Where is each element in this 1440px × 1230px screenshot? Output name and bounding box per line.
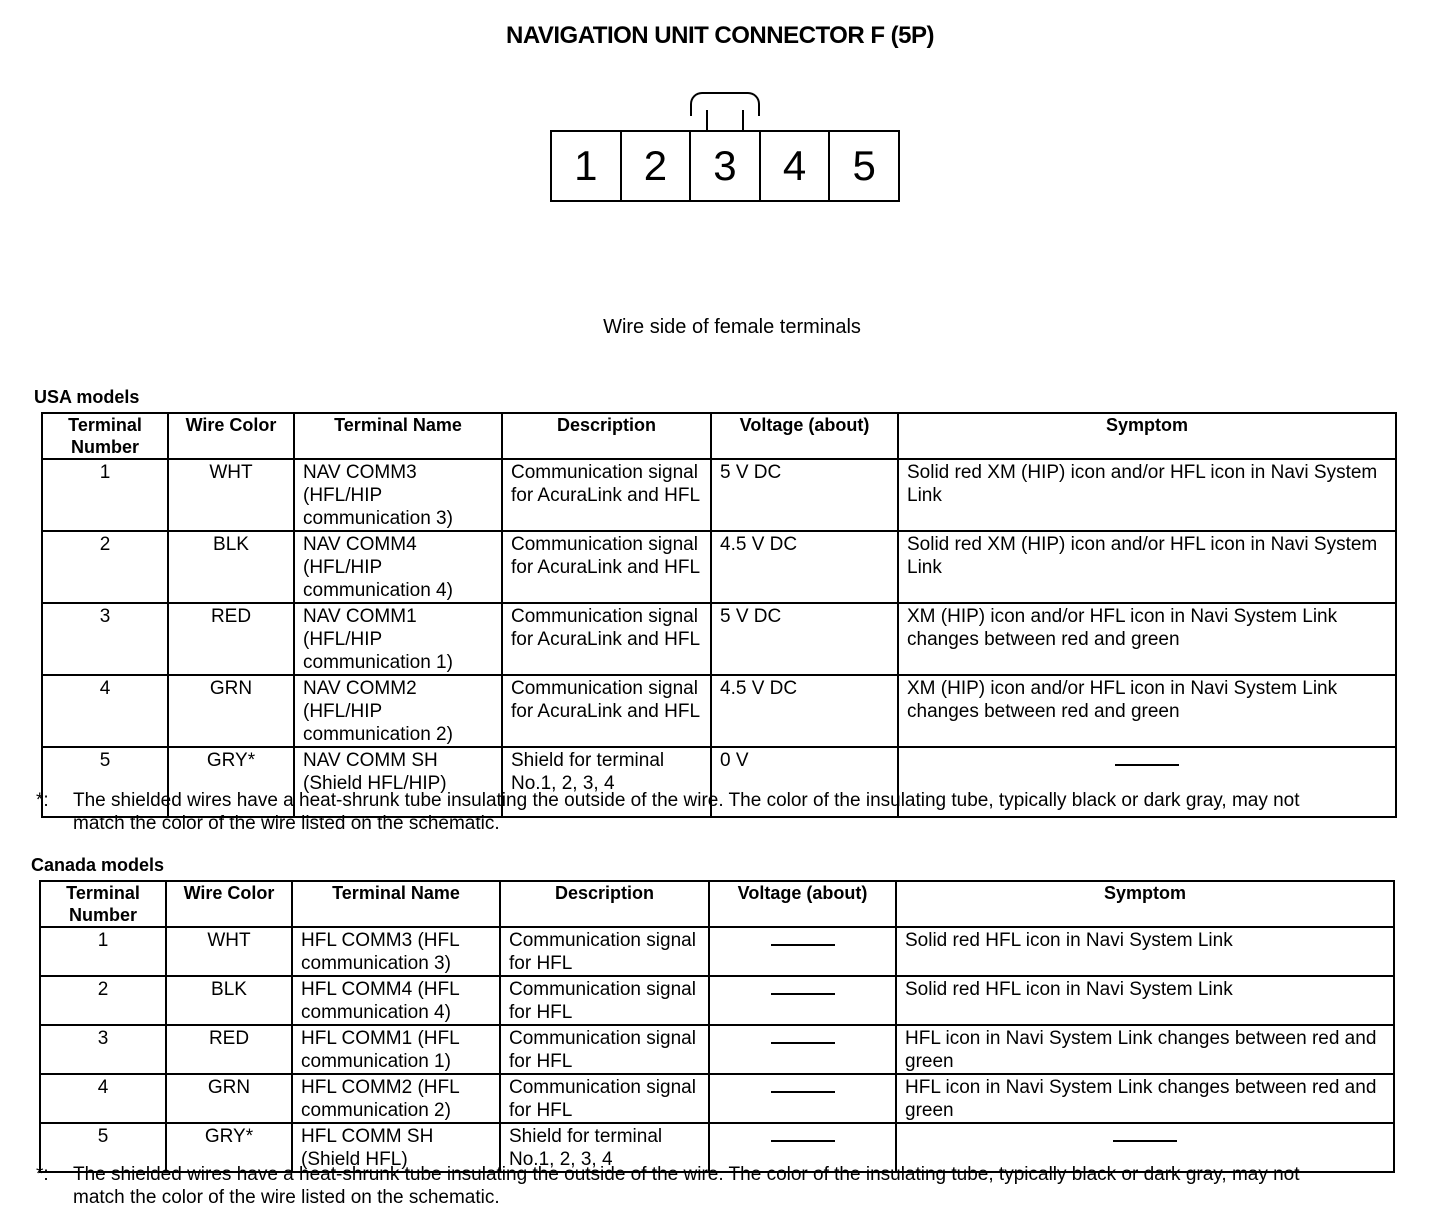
terminal-name-cell: NAV COMM4 (HFL/HIP communication 4) — [294, 531, 502, 603]
terminal-name-cell: HFL COMM SH (Shield HFL) — [292, 1123, 500, 1172]
table-header-row — [42, 413, 1396, 459]
connector-pin: 1 — [552, 132, 622, 200]
terminal-name-cell: HFL COMM3 (HFL communication 3) — [292, 927, 500, 976]
header-description: Description — [502, 413, 711, 459]
description-cell: Communication signal for HFL — [500, 976, 709, 1025]
table-row — [42, 675, 1396, 747]
voltage-cell — [709, 1025, 896, 1074]
terminal-number-cell: 1 — [42, 459, 168, 531]
footnote-text: The shielded wires have a heat-shrunk tube insulating the outside of the wire. The color of the insulating tube, typically black or dark gray, may not match the color of the wire listed on the schematic. — [73, 790, 1300, 834]
description-cell: Communication signal for AcuraLink and HFL — [502, 459, 711, 531]
empty-dash — [1115, 764, 1179, 766]
table-row — [42, 459, 1396, 531]
header-voltage: Voltage (about) — [711, 413, 898, 459]
description-cell: Communication signal for AcuraLink and HFL — [502, 675, 711, 747]
description-cell: Communication signal for AcuraLink and HFL — [502, 531, 711, 603]
usa-section-label: USA models — [34, 387, 140, 407]
footnote-marker: *: — [36, 1164, 49, 1185]
terminal-name-cell: NAV COMM SH (Shield HFL/HIP) — [294, 747, 502, 817]
voltage-cell: 5 V DC — [711, 603, 898, 675]
terminal-name-cell: HFL COMM4 (HFL communication 4) — [292, 976, 500, 1025]
voltage-cell — [709, 927, 896, 976]
voltage-cell: 5 V DC — [711, 459, 898, 531]
symptom-cell: Solid red XM (HIP) icon and/or HFL icon in Navi System Link — [898, 459, 1396, 531]
terminal-number-cell: 3 — [42, 603, 168, 675]
empty-dash — [771, 944, 835, 946]
description-cell: Communication signal for HFL — [500, 1025, 709, 1074]
canada-terminal-table — [39, 880, 1395, 1173]
symptom-cell: Solid red XM (HIP) icon and/or HFL icon in Navi System Link — [898, 531, 1396, 603]
terminal-number-cell: 4 — [42, 675, 168, 747]
connector-caption: Wire side of female terminals — [603, 316, 861, 338]
description-cell: Shield for terminal No.1, 2, 3, 4 — [500, 1123, 709, 1172]
connector-latch-stem — [706, 110, 744, 132]
connector-pin: 4 — [761, 132, 831, 200]
table-row — [40, 976, 1394, 1025]
wire-color-cell: RED — [166, 1025, 292, 1074]
connector-pin: 2 — [622, 132, 692, 200]
voltage-cell — [709, 976, 896, 1025]
header-terminal-number: Terminal Number — [40, 881, 166, 927]
terminal-number-cell: 5 — [42, 747, 168, 817]
terminal-number-cell: 5 — [40, 1123, 166, 1172]
symptom-cell: Solid red HFL icon in Navi System Link — [896, 976, 1394, 1025]
header-terminal-number: Terminal Number — [42, 413, 168, 459]
header-description: Description — [500, 881, 709, 927]
table-header-row — [40, 881, 1394, 927]
symptom-cell: XM (HIP) icon and/or HFL icon in Navi System Link changes between red and green — [898, 603, 1396, 675]
wire-color-cell: GRY* — [166, 1123, 292, 1172]
symptom-cell: XM (HIP) icon and/or HFL icon in Navi System Link changes between red and green — [898, 675, 1396, 747]
description-cell: Communication signal for HFL — [500, 1074, 709, 1123]
header-terminal-name: Terminal Name — [294, 413, 502, 459]
header-terminal-name: Terminal Name — [292, 881, 500, 927]
header-wire-color: Wire Color — [166, 881, 292, 927]
footnote-marker: *: — [36, 790, 49, 811]
empty-dash — [1113, 1140, 1177, 1142]
footnote-text: The shielded wires have a heat-shrunk tube insulating the outside of the wire. The color of the insulating tube, typically black or dark gray, may not match the color of the wire listed on the schematic. — [73, 1164, 1300, 1208]
wire-color-cell: BLK — [166, 976, 292, 1025]
wire-color-cell: WHT — [166, 927, 292, 976]
header-wire-color: Wire Color — [168, 413, 294, 459]
voltage-cell: 0 V — [711, 747, 898, 817]
terminal-name-cell: HFL COMM1 (HFL communication 1) — [292, 1025, 500, 1074]
table-row — [40, 1074, 1394, 1123]
connector-pin: 3 — [691, 132, 761, 200]
terminal-number-cell: 2 — [40, 976, 166, 1025]
usa-footnote — [36, 789, 1356, 835]
wire-color-cell: RED — [168, 603, 294, 675]
empty-dash — [771, 993, 835, 995]
table-row — [42, 603, 1396, 675]
usa-terminal-table — [41, 412, 1397, 818]
description-cell: Communication signal for HFL — [500, 927, 709, 976]
wire-color-cell: GRY* — [168, 747, 294, 817]
canada-section-label: Canada models — [31, 855, 165, 875]
terminal-name-cell: NAV COMM2 (HFL/HIP communication 2) — [294, 675, 502, 747]
wire-color-cell: GRN — [166, 1074, 292, 1123]
terminal-number-cell: 2 — [42, 531, 168, 603]
empty-dash — [771, 1042, 835, 1044]
header-symptom: Symptom — [896, 881, 1394, 927]
header-voltage: Voltage (about) — [709, 881, 896, 927]
description-cell: Shield for terminal No.1, 2, 3, 4 — [502, 747, 711, 817]
page-title: NAVIGATION UNIT CONNECTOR F (5P) — [506, 22, 934, 49]
terminal-number-cell: 1 — [40, 927, 166, 976]
header-symptom: Symptom — [898, 413, 1396, 459]
table-row — [40, 927, 1394, 976]
empty-dash — [771, 1140, 835, 1142]
terminal-number-cell: 3 — [40, 1025, 166, 1074]
connector-diagram — [550, 92, 900, 204]
symptom-cell: Solid red HFL icon in Navi System Link — [896, 927, 1394, 976]
voltage-cell: 4.5 V DC — [711, 675, 898, 747]
wire-color-cell: GRN — [168, 675, 294, 747]
terminal-name-cell: NAV COMM3 (HFL/HIP communication 3) — [294, 459, 502, 531]
connector-pin: 5 — [852, 142, 876, 189]
terminal-number-cell: 4 — [40, 1074, 166, 1123]
symptom-cell: HFL icon in Navi System Link changes between red and green — [896, 1025, 1394, 1074]
terminal-name-cell: NAV COMM1 (HFL/HIP communication 1) — [294, 603, 502, 675]
table-row — [40, 1025, 1394, 1074]
empty-dash — [771, 1091, 835, 1093]
connector-body — [550, 130, 900, 202]
wire-color-cell: WHT — [168, 459, 294, 531]
description-cell: Communication signal for AcuraLink and HFL — [502, 603, 711, 675]
voltage-cell: 4.5 V DC — [711, 531, 898, 603]
table-row — [42, 531, 1396, 603]
symptom-cell: HFL icon in Navi System Link changes between red and green — [896, 1074, 1394, 1123]
canada-footnote — [36, 1163, 1356, 1209]
wire-color-cell: BLK — [168, 531, 294, 603]
voltage-cell — [709, 1074, 896, 1123]
terminal-name-cell: HFL COMM2 (HFL communication 2) — [292, 1074, 500, 1123]
